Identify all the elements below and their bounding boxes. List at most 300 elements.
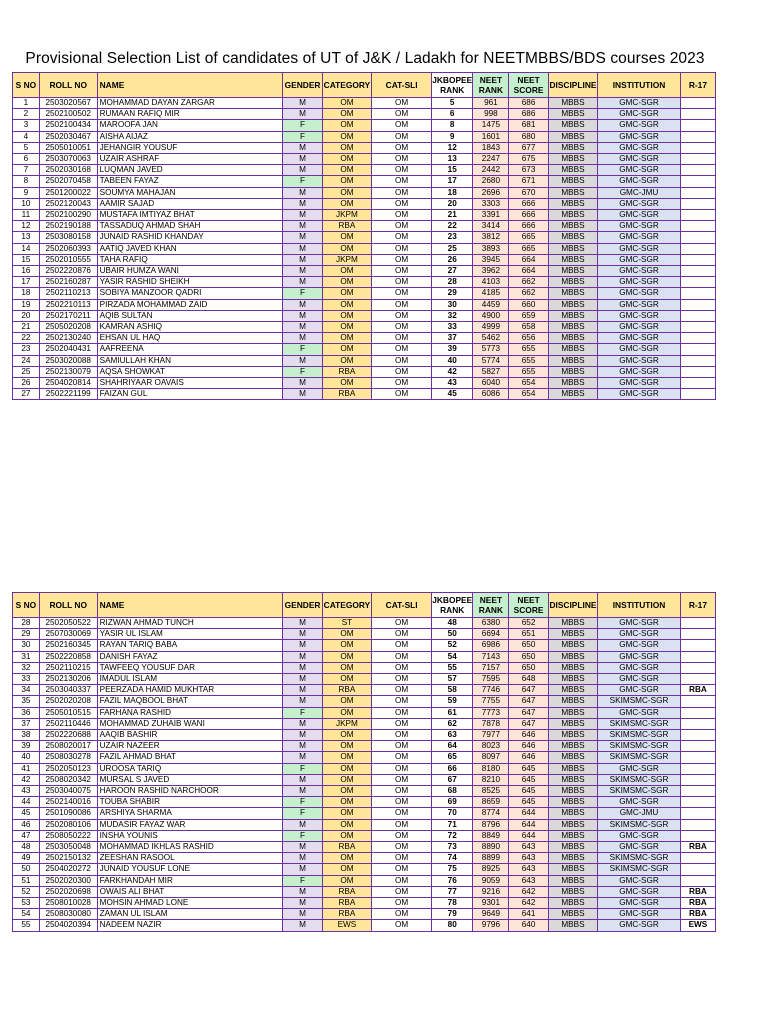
cell-cat-sli: OM (372, 920, 432, 931)
cell-category: OM (322, 786, 372, 797)
cell-cat-sli: OM (372, 198, 432, 209)
cell-institution: SKIMSMC-SGR (598, 696, 681, 707)
cell-jkbopee-rank: 32 (432, 310, 473, 321)
cell-neet-rank: 8210 (473, 774, 509, 785)
cell-institution: GMC-SGR (598, 243, 681, 254)
cell-name: RAYAN TARIQ BABA (97, 640, 283, 651)
cell-category: OM (322, 808, 372, 819)
cell-institution: GMC-SGR (598, 629, 681, 640)
cell-name: JUNAID RASHID KHANDAY (97, 232, 283, 243)
table-row (13, 344, 716, 355)
cell-gender: M (283, 786, 322, 797)
cell-name: LUQMAN JAVED (97, 165, 283, 176)
cell-institution: GMC-SGR (598, 707, 681, 718)
cell-r17 (680, 797, 715, 808)
cell-name: ZEESHAN RASOOL (97, 853, 283, 864)
cell-neet-score: 686 (509, 109, 548, 120)
cell-jkbopee-rank: 65 (432, 752, 473, 763)
cell-discipline: MBBS (548, 875, 598, 886)
table-row (13, 288, 716, 299)
cell-discipline: MBBS (548, 685, 598, 696)
cell-category: OM (322, 830, 372, 841)
cell-roll-no: 2502060393 (39, 243, 97, 254)
cell-category: OM (322, 243, 372, 254)
header-neet-score (509, 593, 548, 618)
cell-cat-sli: OM (372, 142, 432, 153)
cell-gender: M (283, 685, 322, 696)
cell-roll-no: 2502050522 (39, 618, 97, 629)
cell-institution: SKIMSMC-SGR (598, 819, 681, 830)
cell-jkbopee-rank: 71 (432, 819, 473, 830)
header-neetrank-line1: NEET (479, 74, 503, 85)
cell-neet-score: 665 (509, 232, 548, 243)
header-institution: INSTITUTION (598, 73, 681, 98)
cell-sno: 21 (13, 322, 40, 333)
cell-neet-rank: 7977 (473, 730, 509, 741)
cell-r17 (680, 730, 715, 741)
header-neetscore-line1: NEET (517, 594, 540, 605)
cell-category: OM (322, 142, 372, 153)
cell-neet-rank: 9059 (473, 875, 509, 886)
table-row (13, 786, 716, 797)
cell-name: AAQIB BASHIR (97, 730, 283, 741)
table-row (13, 198, 716, 209)
cell-institution: GMC-SGR (598, 120, 681, 131)
cell-discipline: MBBS (548, 366, 598, 377)
cell-roll-no: 2502080106 (39, 819, 97, 830)
header-roll: ROLL NO (39, 73, 97, 98)
cell-institution: GMC-JMU (598, 808, 681, 819)
cell-category: RBA (322, 685, 372, 696)
cell-name: ARSHIYA SHARMA (97, 808, 283, 819)
cell-neet-rank: 7773 (473, 707, 509, 718)
cell-neet-score: 658 (509, 322, 548, 333)
header-neetrank-line1: NEET (479, 594, 503, 605)
cell-category: RBA (322, 221, 372, 232)
table-row (13, 618, 716, 629)
cell-roll-no: 2503050048 (39, 842, 97, 853)
cell-r17: EWS (680, 920, 715, 931)
cell-r17 (680, 198, 715, 209)
cell-gender: M (283, 210, 322, 221)
cell-sno: 9 (13, 187, 40, 198)
cell-roll-no: 2505010515 (39, 707, 97, 718)
selection-table-1 (12, 72, 716, 400)
cell-cat-sli: OM (372, 187, 432, 198)
cell-institution: GMC-SGR (598, 344, 681, 355)
cell-name: MOHAMMAD IKHLAS RASHID (97, 842, 283, 853)
cell-roll-no: 2502100502 (39, 109, 97, 120)
cell-category: RBA (322, 389, 372, 400)
cell-name: YASIR UL ISLAM (97, 629, 283, 640)
table-row (13, 310, 716, 321)
cell-neet-score: 646 (509, 752, 548, 763)
cell-discipline: MBBS (548, 718, 598, 729)
cell-roll-no: 2502160287 (39, 277, 97, 288)
cell-gender: M (283, 864, 322, 875)
cell-name: JUNAID YOUSUF LONE (97, 864, 283, 875)
cell-r17 (680, 254, 715, 265)
cell-cat-sli: OM (372, 355, 432, 366)
cell-r17: RBA (680, 886, 715, 897)
cell-cat-sli: OM (372, 853, 432, 864)
cell-roll-no: 2502221199 (39, 389, 97, 400)
cell-gender: M (283, 651, 322, 662)
cell-discipline: MBBS (548, 797, 598, 808)
cell-name: KAMRAN ASHIQ (97, 322, 283, 333)
cell-category: OM (322, 774, 372, 785)
cell-jkbopee-rank: 29 (432, 288, 473, 299)
cell-sno: 26 (13, 378, 40, 389)
cell-r17: RBA (680, 842, 715, 853)
cell-sno: 28 (13, 618, 40, 629)
cell-r17 (680, 640, 715, 651)
cell-neet-rank: 7878 (473, 718, 509, 729)
cell-gender: M (283, 674, 322, 685)
table-row (13, 741, 716, 752)
cell-neet-score: 666 (509, 198, 548, 209)
cell-neet-score: 650 (509, 640, 548, 651)
cell-category: OM (322, 176, 372, 187)
header-jkbopee-line1: JKBOPEE (432, 594, 473, 605)
table-row (13, 355, 716, 366)
cell-category: OM (322, 154, 372, 165)
cell-sno: 44 (13, 797, 40, 808)
cell-neet-rank: 6380 (473, 618, 509, 629)
cell-roll-no: 2502130240 (39, 333, 97, 344)
cell-discipline: MBBS (548, 808, 598, 819)
cell-category: OM (322, 864, 372, 875)
cell-discipline: MBBS (548, 154, 598, 165)
cell-name: SOBIYA MANZOOR QADRI (97, 288, 283, 299)
cell-sno: 43 (13, 786, 40, 797)
cell-gender: M (283, 299, 322, 310)
cell-institution: GMC-SGR (598, 797, 681, 808)
cell-neet-score: 662 (509, 288, 548, 299)
cell-gender: M (283, 322, 322, 333)
cell-sno: 50 (13, 864, 40, 875)
cell-discipline: MBBS (548, 886, 598, 897)
cell-discipline: MBBS (548, 774, 598, 785)
cell-sno: 53 (13, 898, 40, 909)
table-row (13, 674, 716, 685)
cell-cat-sli: OM (372, 154, 432, 165)
cell-neet-rank: 7746 (473, 685, 509, 696)
cell-discipline: MBBS (548, 120, 598, 131)
cell-neet-score: 652 (509, 618, 548, 629)
cell-category: EWS (322, 920, 372, 931)
cell-sno: 2 (13, 109, 40, 120)
cell-gender: M (283, 98, 322, 109)
cell-roll-no: 2504020272 (39, 864, 97, 875)
cell-name: FAZIL AHMAD BHAT (97, 752, 283, 763)
cell-gender: M (283, 741, 322, 752)
table-row (13, 819, 716, 830)
cell-roll-no: 2502110446 (39, 718, 97, 729)
cell-cat-sli: OM (372, 685, 432, 696)
cell-neet-score: 659 (509, 310, 548, 321)
cell-gender: M (283, 640, 322, 651)
cell-cat-sli: OM (372, 277, 432, 288)
cell-jkbopee-rank: 63 (432, 730, 473, 741)
cell-r17 (680, 154, 715, 165)
cell-sno: 36 (13, 707, 40, 718)
cell-neet-rank: 6986 (473, 640, 509, 651)
cell-institution: GMC-SGR (598, 355, 681, 366)
cell-sno: 33 (13, 674, 40, 685)
cell-r17 (680, 808, 715, 819)
cell-gender: F (283, 763, 322, 774)
cell-cat-sli: OM (372, 120, 432, 131)
header-neet-rank (473, 73, 509, 98)
table-row (13, 629, 716, 640)
cell-roll-no: 2504020394 (39, 920, 97, 931)
cell-cat-sli: OM (372, 797, 432, 808)
table-row (13, 176, 716, 187)
cell-r17 (680, 344, 715, 355)
cell-jkbopee-rank: 22 (432, 221, 473, 232)
cell-institution: GMC-SGR (598, 366, 681, 377)
cell-r17 (680, 355, 715, 366)
cell-gender: M (283, 898, 322, 909)
cell-neet-score: 647 (509, 696, 548, 707)
cell-r17 (680, 266, 715, 277)
header-catsli: CAT-SLI (372, 73, 432, 98)
table-row (13, 730, 716, 741)
table-row (13, 718, 716, 729)
cell-gender: M (283, 774, 322, 785)
cell-name: OWAIS ALI BHAT (97, 886, 283, 897)
cell-neet-rank: 4185 (473, 288, 509, 299)
cell-category: RBA (322, 886, 372, 897)
table-row (13, 187, 716, 198)
cell-roll-no: 2508020017 (39, 741, 97, 752)
cell-gender: M (283, 909, 322, 920)
cell-neet-rank: 6694 (473, 629, 509, 640)
cell-institution: GMC-SGR (598, 898, 681, 909)
cell-cat-sli: OM (372, 378, 432, 389)
header-institution: INSTITUTION (598, 593, 681, 618)
cell-gender: M (283, 243, 322, 254)
cell-r17 (680, 651, 715, 662)
cell-jkbopee-rank: 40 (432, 355, 473, 366)
cell-r17 (680, 232, 715, 243)
cell-neet-score: 673 (509, 165, 548, 176)
table-row (13, 763, 716, 774)
table-row (13, 864, 716, 875)
cell-category: OM (322, 187, 372, 198)
cell-category: OM (322, 277, 372, 288)
cell-cat-sli: OM (372, 176, 432, 187)
cell-category: OM (322, 741, 372, 752)
table-row (13, 266, 716, 277)
table-body-2 (13, 618, 716, 932)
cell-discipline: MBBS (548, 651, 598, 662)
cell-roll-no: 2508030278 (39, 752, 97, 763)
cell-neet-score: 655 (509, 355, 548, 366)
cell-sno: 24 (13, 355, 40, 366)
cell-roll-no: 2501200022 (39, 187, 97, 198)
cell-jkbopee-rank: 58 (432, 685, 473, 696)
cell-sno: 54 (13, 909, 40, 920)
header-neet-score (509, 73, 548, 98)
cell-neet-score: 665 (509, 243, 548, 254)
header-jkbopee-line2: RANK (440, 605, 465, 615)
cell-neet-rank: 4459 (473, 299, 509, 310)
cell-category: JKPM (322, 718, 372, 729)
cell-neet-rank: 5827 (473, 366, 509, 377)
cell-neet-rank: 6086 (473, 389, 509, 400)
cell-gender: M (283, 853, 322, 864)
cell-neet-rank: 4900 (473, 310, 509, 321)
cell-neet-score: 647 (509, 707, 548, 718)
cell-name: AISHA AIJAZ (97, 131, 283, 142)
cell-gender: F (283, 131, 322, 142)
cell-jkbopee-rank: 33 (432, 322, 473, 333)
cell-institution: GMC-SGR (598, 266, 681, 277)
cell-gender: M (283, 109, 322, 120)
cell-discipline: MBBS (548, 322, 598, 333)
header-name: NAME (97, 593, 283, 618)
cell-discipline: MBBS (548, 232, 598, 243)
cell-neet-rank: 9796 (473, 920, 509, 931)
cell-neet-rank: 8890 (473, 842, 509, 853)
cell-r17 (680, 333, 715, 344)
cell-roll-no: 2502030168 (39, 165, 97, 176)
cell-jkbopee-rank: 75 (432, 864, 473, 875)
cell-discipline: MBBS (548, 277, 598, 288)
cell-name: MAROOFA JAN (97, 120, 283, 131)
cell-neet-rank: 8097 (473, 752, 509, 763)
cell-name: YASIR RASHID SHEIKH (97, 277, 283, 288)
cell-jkbopee-rank: 18 (432, 187, 473, 198)
cell-institution: GMC-SGR (598, 288, 681, 299)
cell-institution: GMC-SGR (598, 662, 681, 673)
cell-neet-rank: 961 (473, 98, 509, 109)
cell-neet-score: 647 (509, 718, 548, 729)
cell-gender: M (283, 629, 322, 640)
cell-neet-rank: 2442 (473, 165, 509, 176)
cell-name: UZAIR ASHRAF (97, 154, 283, 165)
cell-jkbopee-rank: 59 (432, 696, 473, 707)
cell-gender: M (283, 842, 322, 853)
cell-r17 (680, 819, 715, 830)
cell-sno: 22 (13, 333, 40, 344)
cell-neet-score: 664 (509, 266, 548, 277)
cell-roll-no: 2502020300 (39, 875, 97, 886)
cell-neet-score: 644 (509, 830, 548, 841)
cell-neet-rank: 1843 (473, 142, 509, 153)
cell-sno: 17 (13, 277, 40, 288)
cell-neet-score: 680 (509, 131, 548, 142)
cell-jkbopee-rank: 62 (432, 718, 473, 729)
cell-jkbopee-rank: 28 (432, 277, 473, 288)
cell-name: SOUMYA MAHAJAN (97, 187, 283, 198)
cell-roll-no: 2502100434 (39, 120, 97, 131)
cell-neet-score: 686 (509, 98, 548, 109)
cell-jkbopee-rank: 50 (432, 629, 473, 640)
cell-category: OM (322, 763, 372, 774)
cell-category: OM (322, 198, 372, 209)
cell-institution: GMC-JMU (598, 187, 681, 198)
cell-jkbopee-rank: 64 (432, 741, 473, 752)
cell-roll-no: 2502150132 (39, 853, 97, 864)
cell-roll-no: 2503070063 (39, 154, 97, 165)
cell-r17 (680, 221, 715, 232)
cell-sno: 4 (13, 131, 40, 142)
table-row (13, 243, 716, 254)
cell-cat-sli: OM (372, 909, 432, 920)
cell-category: JKPM (322, 254, 372, 265)
cell-name: FARKHANDAH MIR (97, 875, 283, 886)
cell-institution: GMC-SGR (598, 109, 681, 120)
cell-roll-no: 2502030467 (39, 131, 97, 142)
cell-institution: GMC-SGR (598, 310, 681, 321)
cell-gender: F (283, 808, 322, 819)
cell-category: RBA (322, 898, 372, 909)
table-row (13, 774, 716, 785)
cell-neet-score: 656 (509, 333, 548, 344)
cell-neet-rank: 9649 (473, 909, 509, 920)
cell-neet-score: 654 (509, 389, 548, 400)
cell-neet-score: 640 (509, 920, 548, 931)
cell-neet-rank: 3414 (473, 221, 509, 232)
table-body-1 (13, 98, 716, 400)
cell-cat-sli: OM (372, 842, 432, 853)
cell-cat-sli: OM (372, 299, 432, 310)
cell-cat-sli: OM (372, 131, 432, 142)
cell-discipline: MBBS (548, 909, 598, 920)
cell-institution: GMC-SGR (598, 886, 681, 897)
cell-institution: GMC-SGR (598, 154, 681, 165)
cell-category: OM (322, 344, 372, 355)
cell-jkbopee-rank: 39 (432, 344, 473, 355)
cell-gender: M (283, 730, 322, 741)
cell-cat-sli: OM (372, 808, 432, 819)
cell-neet-rank: 3391 (473, 210, 509, 221)
cell-institution: GMC-SGR (598, 165, 681, 176)
cell-neet-score: 675 (509, 154, 548, 165)
cell-jkbopee-rank: 20 (432, 198, 473, 209)
cell-name: RUMAAN RAFIQ MIR (97, 109, 283, 120)
cell-r17 (680, 176, 715, 187)
cell-sno: 31 (13, 651, 40, 662)
table-row (13, 120, 716, 131)
cell-neet-rank: 2696 (473, 187, 509, 198)
table-row (13, 808, 716, 819)
table-row (13, 707, 716, 718)
cell-jkbopee-rank: 61 (432, 707, 473, 718)
cell-gender: F (283, 366, 322, 377)
cell-neet-score: 666 (509, 210, 548, 221)
cell-jkbopee-rank: 5 (432, 98, 473, 109)
cell-cat-sli: OM (372, 322, 432, 333)
cell-cat-sli: OM (372, 674, 432, 685)
cell-cat-sli: OM (372, 898, 432, 909)
cell-institution: GMC-SGR (598, 210, 681, 221)
cell-discipline: MBBS (548, 176, 598, 187)
cell-name: RIZWAN AHMAD TUNCH (97, 618, 283, 629)
cell-name: AQIB SULTAN (97, 310, 283, 321)
cell-category: OM (322, 131, 372, 142)
cell-neet-score: 641 (509, 909, 548, 920)
cell-neet-score: 677 (509, 142, 548, 153)
cell-institution: GMC-SGR (598, 875, 681, 886)
cell-roll-no: 2502100290 (39, 210, 97, 221)
cell-roll-no: 2502110213 (39, 288, 97, 299)
cell-gender: F (283, 830, 322, 841)
cell-category: OM (322, 730, 372, 741)
